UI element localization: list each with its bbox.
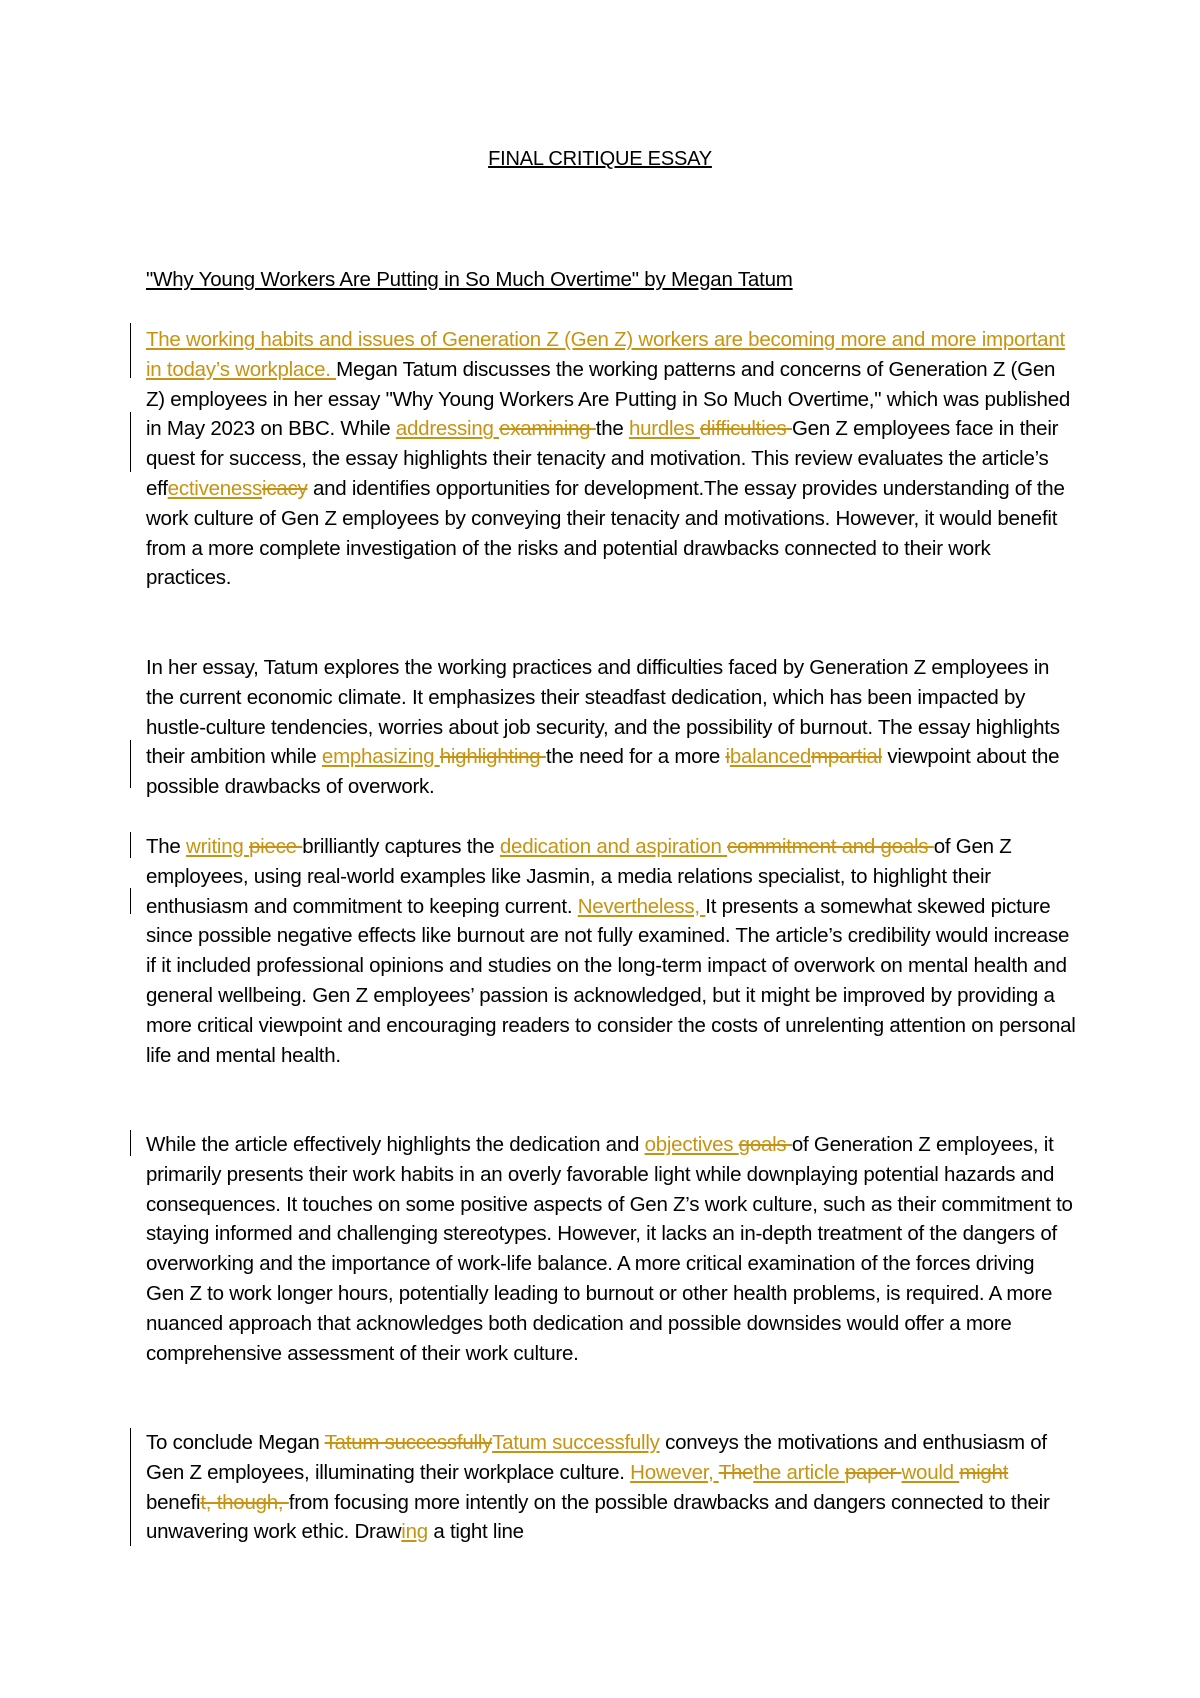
body-text: It presents a somewhat skewed picture since possible negative effects like burnout are not fully examined. The article’s credibility would increase if it included professional opinions and studies on the long-term impact of overwork on mental health and general wellbeing. Gen Z employees’ passion is acknowledged, but it might be improved by providing a more critical viewpoint and encouraging readers to consider the costs of unrelenting attention on personal life and mental health. bbox=[146, 894, 1076, 1067]
body-text: While the article effectively highlights the dedication and bbox=[146, 1133, 645, 1156]
inserted-text: ectiveness bbox=[167, 476, 263, 500]
paragraph-4[interactable] bbox=[146, 1130, 1076, 1368]
inserted-text: the article bbox=[753, 1460, 845, 1484]
deleted-text: paper bbox=[844, 1460, 902, 1484]
deleted-text: i bbox=[725, 745, 730, 769]
change-bar bbox=[130, 888, 131, 914]
change-bar bbox=[130, 1130, 131, 1156]
inserted-text: emphasizing bbox=[321, 745, 440, 769]
change-bar bbox=[130, 1428, 131, 1546]
body-text: the need for a more bbox=[545, 745, 726, 769]
deleted-text: examining bbox=[499, 417, 596, 441]
document-subtitle: "Why Young Workers Are Putting in So Much Overtime" by Megan Tatum bbox=[146, 268, 793, 291]
inserted-text: balanced bbox=[729, 745, 812, 769]
body-text: Megan Tatum discusses the working patterns and concerns of Generation Z (Gen Z) employees in her essay "Why Young Workers Are Putting in So Much Overtime," which was published in May 2023 on BBC. While bbox=[146, 357, 1070, 441]
body-text: from focusing more intently on the possible drawbacks and dangers connected to their unwavering work ethic. Draw bbox=[146, 1490, 1050, 1544]
change-bar bbox=[130, 323, 131, 378]
paragraph-1[interactable] bbox=[146, 325, 1076, 593]
change-bar bbox=[130, 412, 131, 472]
paragraph-5[interactable] bbox=[146, 1428, 1076, 1547]
deleted-text: might bbox=[959, 1460, 1009, 1484]
document-title: FINAL CRITIQUE ESSAY bbox=[488, 148, 712, 170]
body-text: of Generation Z employees, it primarily presents their work habits in an overly favorable light while downplaying potential hazards and consequences. It touches on some positive aspects of Gen Z’s work culture, such as their commitment to staying informed and challenging stereotypes. However, it lacks an in-depth treatment of the dangers of overworking and the importance of work-life balance. A more critical examination of the forces driving Gen Z to work longer hours, potentially leading to burnout or other health problems, is required. A more nuanced approach that acknowledges both dedication and possible downsides would offer a more comprehensive assessment of their work culture. bbox=[146, 1133, 1073, 1365]
inserted-text: Tatum successfully bbox=[492, 1431, 660, 1454]
body-text: brilliantly captures the bbox=[302, 835, 500, 858]
deleted-text: mpartial bbox=[811, 745, 882, 769]
deleted-text: highlighting bbox=[439, 745, 546, 769]
body-text: The bbox=[146, 835, 187, 858]
deleted-text: The bbox=[718, 1460, 754, 1484]
deleted-text: commitment and goals bbox=[727, 835, 934, 858]
inserted-text: would bbox=[901, 1460, 960, 1484]
deleted-text: goals bbox=[738, 1133, 792, 1156]
deleted-text: Tatum successfully bbox=[324, 1431, 493, 1454]
body-text: the bbox=[595, 417, 629, 441]
body-text: benefi bbox=[146, 1490, 201, 1514]
inserted-text: addressing bbox=[395, 417, 500, 441]
inserted-text: The working habits and issues of Generation Z (Gen Z) workers are becoming more and more important in today’s workplace. bbox=[146, 328, 1065, 381]
inserted-text: Nevertheless, bbox=[577, 894, 706, 918]
body-text: In her essay, Tatum explores the working practices and difficulties faced by Generation Z employees in the current economic climate. It emphasizes their steadfast dedication, which has been impacted by hustle-culture tendencies, worries about job security, and the possibility of burnout. The essay highlights their ambition while bbox=[146, 656, 1060, 769]
change-bar bbox=[130, 832, 131, 858]
deleted-text: piece bbox=[248, 835, 303, 858]
inserted-text: writing bbox=[186, 835, 249, 858]
body-text: and identifies opportunities for development.The essay provides understanding of the work culture of Gen Z employees by conveying their tenacity and motivations. However, it would benefit from a more complete investigation of the risks and potential drawbacks connected to their work practices. bbox=[146, 476, 1065, 590]
inserted-text: However, bbox=[630, 1460, 719, 1484]
body-text: To conclude Megan bbox=[146, 1431, 325, 1454]
paragraph-2[interactable] bbox=[146, 653, 1076, 802]
body-text: a tight line bbox=[427, 1520, 524, 1544]
body-text: Gen Z employees face in their quest for success, the essay highlights their tenacity and motivation. This review evaluates the article’s eff bbox=[146, 417, 1059, 500]
inserted-text: hurdles bbox=[628, 417, 700, 441]
deleted-text: t, though, bbox=[200, 1490, 289, 1514]
inserted-text: dedication and aspiration bbox=[499, 835, 728, 858]
body-text: viewpoint about the possible drawbacks of overwork. bbox=[146, 745, 1060, 799]
change-bar bbox=[130, 740, 131, 788]
paragraph-3[interactable] bbox=[146, 832, 1076, 1070]
deleted-text: icacy bbox=[262, 476, 308, 500]
inserted-text: objectives bbox=[644, 1133, 739, 1156]
body-text: of Gen Z employees, using real-world examples like Jasmin, a media relations specialist, to highlight their enthusiasm and commitment to keeping current. bbox=[146, 835, 1012, 918]
body-text: conveys the motivations and enthusiasm of Gen Z employees, illuminating their workplace culture. bbox=[146, 1431, 1047, 1484]
deleted-text: difficulties bbox=[699, 417, 792, 441]
inserted-text: ing bbox=[401, 1520, 428, 1544]
